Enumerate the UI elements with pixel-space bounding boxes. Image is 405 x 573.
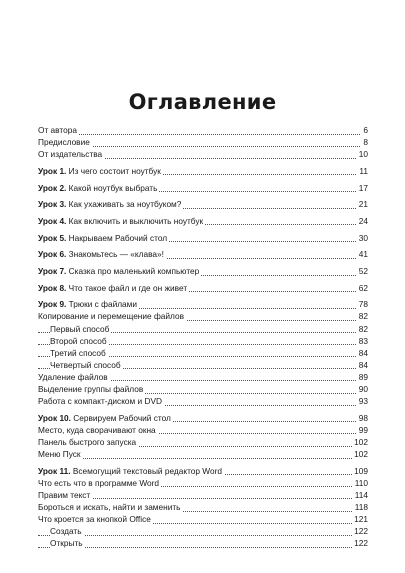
toc-page-number: 10	[358, 149, 368, 160]
toc-page-number: 6	[363, 125, 368, 135]
dot-leader	[38, 133, 368, 135]
toc-page-number: 11	[359, 165, 368, 176]
toc-entry-title: Удаление файлов	[38, 371, 108, 382]
toc-entry-label	[38, 232, 169, 244]
toc-entry	[38, 310, 368, 322]
toc-page-number: 41	[358, 249, 368, 260]
toc-entry-label	[38, 165, 163, 177]
toc-entry-title: Как ухаживать за ноутбуком?	[68, 199, 182, 210]
toc-entry-title: Трюки с файлами	[68, 299, 138, 310]
toc-entry-title: От автора	[38, 125, 77, 135]
toc-entry	[38, 265, 368, 277]
toc-entry-label	[38, 448, 83, 460]
toc-entry-label	[38, 477, 161, 489]
toc-entry-title: Копирование и перемещение файлов	[38, 311, 184, 322]
toc-entry-label	[38, 412, 173, 424]
toc-page-number: 84	[358, 347, 368, 358]
toc-entry-label	[50, 335, 109, 347]
toc-entry-title: Бороться и искать, найти и заменить	[38, 502, 181, 513]
dot-leader	[38, 534, 368, 536]
toc-page-number: 21	[358, 199, 368, 210]
toc-entry-label	[38, 265, 201, 277]
toc-page-number: 30	[358, 232, 368, 243]
lesson-number: Урок 10.	[38, 412, 71, 423]
toc-entry-title: Первый способ	[50, 323, 110, 334]
toc-entry-label	[38, 248, 166, 260]
toc-entry-label	[38, 395, 164, 407]
lesson-number: Урок 8.	[38, 282, 67, 293]
toc-page-number: 90	[358, 384, 368, 395]
toc-page-number: 118	[354, 502, 368, 513]
lesson-number: Урок 6.	[38, 249, 67, 260]
toc-page-number: 122	[354, 526, 368, 537]
toc-entry-title: Правим текст	[38, 489, 91, 500]
toc-entry	[38, 248, 368, 260]
toc-entry-title: Панель быстрого запуска	[38, 437, 137, 447]
toc-entry-title: Предисловие	[38, 137, 90, 148]
toc-entry	[38, 198, 368, 210]
toc-entry-title: Как включить и выключить ноутбук	[68, 215, 204, 226]
toc-entry-title: Третий способ	[50, 347, 106, 358]
toc-entry	[38, 489, 368, 501]
toc-entry-title: От издательства	[38, 149, 103, 160]
toc-page-number: 98	[358, 412, 368, 423]
toc-entry	[38, 436, 368, 448]
toc-entry	[38, 165, 368, 177]
toc-entry	[38, 359, 368, 371]
toc-page-number: 114	[354, 489, 368, 500]
toc-entry-title: Выделение группы файлов	[38, 384, 144, 395]
toc-entry	[38, 323, 368, 335]
toc-entry-title: Какой ноутбук выбрать	[68, 182, 158, 193]
toc-entry	[38, 215, 368, 227]
toc-entry-title: Что такое файл и где он живет	[68, 282, 188, 293]
toc-entry	[38, 347, 368, 359]
toc-entry	[38, 513, 368, 525]
lesson-number: Урок 7.	[38, 266, 67, 276]
toc-entry-label	[38, 424, 158, 436]
toc-entry-label	[38, 148, 104, 160]
lesson-number: Урок 2.	[38, 182, 67, 193]
toc-entry	[38, 383, 368, 395]
toc-page-number: 110	[354, 477, 368, 488]
toc-entry-label	[50, 537, 85, 549]
toc-entry-label	[38, 436, 138, 448]
toc-entry	[38, 371, 368, 383]
toc-entry	[38, 395, 368, 407]
toc-entry	[38, 298, 368, 310]
toc-entry	[38, 232, 368, 244]
toc-entry	[38, 424, 368, 436]
toc-page-number: 82	[358, 311, 368, 322]
toc-entry-title: Знакомьтесь — «клава»!	[68, 249, 164, 260]
toc-entry	[38, 148, 368, 160]
toc-entry	[38, 136, 368, 148]
toc-entry-label	[50, 347, 108, 359]
toc-entry-label	[38, 136, 92, 148]
lesson-number: Урок 11.	[38, 465, 71, 476]
toc-entry-label	[38, 371, 110, 383]
toc-entry-label	[38, 282, 189, 294]
lesson-number: Урок 5.	[38, 232, 67, 243]
toc-entry-title: Открыть	[50, 538, 83, 549]
lesson-number: Урок 1.	[38, 165, 67, 176]
toc-entry	[38, 448, 368, 460]
page-title: Оглавление	[128, 90, 277, 114]
toc-page-number: 82	[358, 323, 368, 334]
toc-entry-title: Четвертый способ	[50, 359, 121, 370]
toc-page-number: 89	[358, 371, 368, 382]
toc-entry-title: Что кроется за кнопкой Office	[38, 514, 151, 525]
toc-entry-label	[38, 310, 186, 322]
toc-entry-title: Что есть что в программе Word	[38, 477, 159, 488]
toc-page-number: 99	[358, 424, 368, 435]
toc-entry-title: Из чего состоит ноутбук	[68, 165, 161, 176]
toc-page-number: 121	[354, 514, 368, 525]
lesson-number: Урок 9.	[38, 299, 67, 310]
toc-entry-title: Второй способ	[50, 335, 107, 346]
dot-leader	[38, 457, 368, 459]
toc-entry-label	[50, 359, 123, 371]
toc-entry	[38, 182, 368, 194]
lesson-number: Урок 3.	[38, 199, 67, 210]
toc-entry-label	[38, 298, 139, 310]
toc-page-number: 93	[358, 396, 368, 407]
toc-entry-title: Работа с компакт-диском и DVD	[38, 396, 162, 407]
toc-page-number: 102	[354, 449, 368, 460]
toc-page-number: 24	[358, 215, 368, 226]
toc-entry-title: Создать	[50, 526, 82, 537]
toc-page-number: 17	[358, 182, 368, 193]
toc-entry-title: Место, куда сворачивают окна	[38, 424, 156, 435]
toc-entry-label	[38, 465, 224, 477]
toc-entry-title: Накрываем Рабочий стол	[68, 232, 168, 243]
toc-entry	[38, 465, 368, 477]
toc-entry	[38, 525, 368, 537]
toc-entry-title: Меню Пуск	[38, 449, 81, 460]
toc-page-number: 8	[363, 137, 368, 148]
toc-entry-label	[50, 525, 84, 537]
toc-entry	[38, 412, 368, 424]
toc-entry-label	[38, 198, 183, 210]
toc-page-number: 52	[358, 266, 368, 276]
toc-page-number: 62	[358, 282, 368, 293]
toc-entry-label	[38, 489, 92, 501]
dot-leader	[38, 546, 368, 548]
toc-entry	[38, 477, 368, 489]
toc-page-number: 122	[354, 538, 368, 549]
toc-entry	[38, 124, 368, 136]
toc-entry-label	[38, 124, 79, 136]
table-of-contents	[38, 124, 368, 549]
toc-entry-title: Всемогущий текстовый редактор Word	[72, 465, 222, 476]
lesson-number: Урок 4.	[38, 215, 67, 226]
toc-page-number: 78	[358, 299, 368, 310]
toc-entry	[38, 335, 368, 347]
toc-page-number: 102	[354, 437, 368, 447]
toc-entry-label	[38, 215, 205, 227]
toc-entry-label	[38, 182, 159, 194]
toc-entry	[38, 282, 368, 294]
toc-entry	[38, 537, 368, 549]
toc-entry-label	[38, 513, 153, 525]
toc-entry-title: Сервируем Рабочий стол	[73, 412, 171, 423]
toc-page-number: 109	[354, 465, 368, 476]
toc-entry-title: Сказка про маленький компьютер	[68, 266, 200, 276]
toc-page-number: 83	[358, 335, 368, 346]
toc-entry-label	[38, 501, 182, 513]
toc-entry-label	[50, 323, 111, 335]
toc-page-number: 84	[358, 359, 368, 370]
toc-entry-label	[38, 383, 145, 395]
toc-entry	[38, 501, 368, 513]
